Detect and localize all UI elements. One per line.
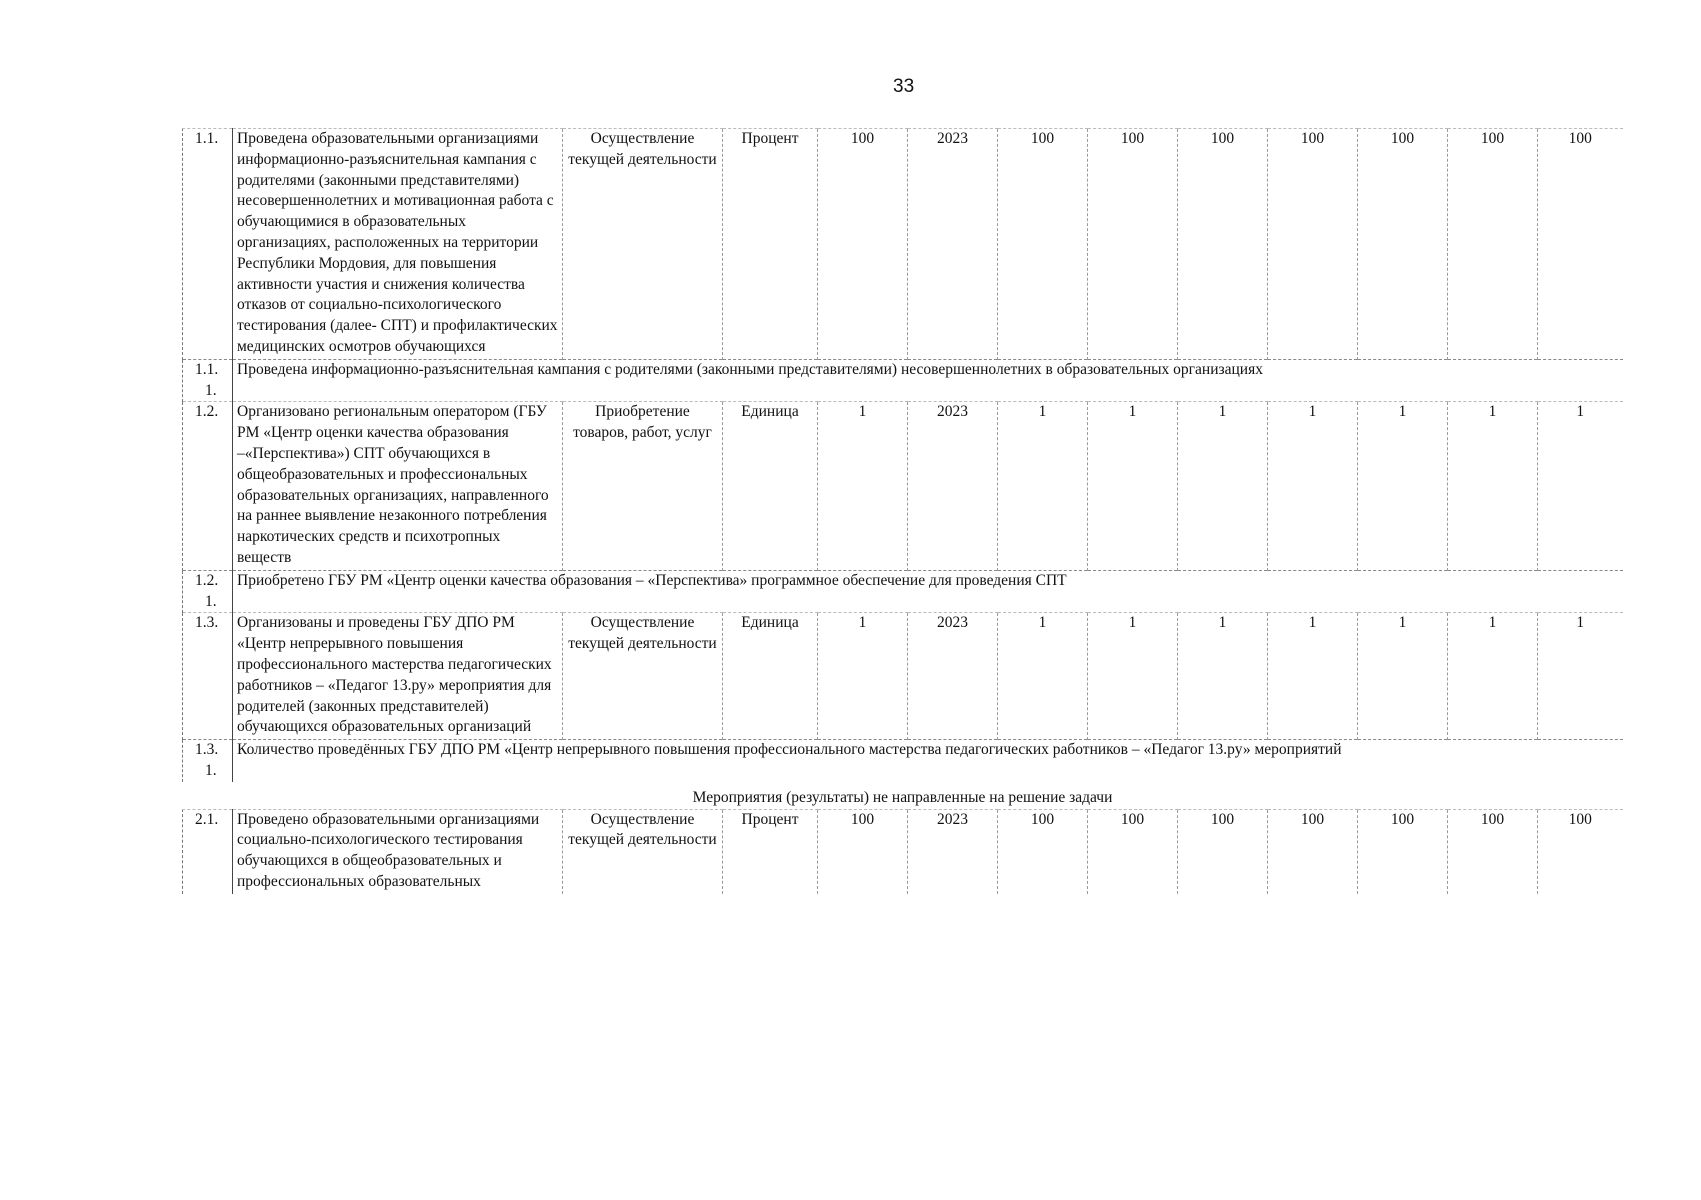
year-value: 100 bbox=[998, 129, 1088, 360]
year-value: 1 bbox=[998, 613, 1088, 740]
year-value: 1 bbox=[1268, 402, 1358, 570]
base-value: 1 bbox=[818, 402, 908, 570]
unit: Процент bbox=[723, 809, 818, 894]
year-value: 100 bbox=[1448, 809, 1538, 894]
section-heading-row bbox=[183, 782, 1623, 809]
results-table bbox=[182, 128, 1623, 894]
result-name: Организованы и проведены ГБУ ДПО РМ «Центр непрерывного повышения профессионального мастерства педагогических работников – «Педагог 13.ру» мероприятия для родителей (законных представителей) обучающихся образовательных организаций bbox=[233, 613, 563, 740]
subrow-text: Приобретено ГБУ РМ «Центр оценки качества образования – «Перспектива» программное обеспечение для проведения СПТ bbox=[233, 570, 1623, 613]
page-number: 33 bbox=[893, 76, 915, 97]
year-value: 100 bbox=[1538, 809, 1623, 894]
base-year: 2023 bbox=[908, 613, 998, 740]
table-subrow bbox=[183, 740, 1623, 782]
year-value: 1 bbox=[1448, 613, 1538, 740]
year-value: 100 bbox=[1088, 809, 1178, 894]
table-subrow bbox=[183, 570, 1623, 613]
year-value: 1 bbox=[1358, 402, 1448, 570]
year-value: 100 bbox=[1178, 809, 1268, 894]
table-subrow bbox=[183, 359, 1623, 402]
year-value: 100 bbox=[1268, 129, 1358, 360]
year-value: 100 bbox=[1178, 129, 1268, 360]
year-value: 1 bbox=[1088, 613, 1178, 740]
base-value: 100 bbox=[818, 129, 908, 360]
year-value: 100 bbox=[1358, 809, 1448, 894]
subrow-number-b: 1. bbox=[205, 592, 217, 610]
table-row bbox=[183, 402, 1623, 570]
result-name: Проведена образовательными организациями информационно-разъяснительная кампания с родителями (законными представителями) несовершеннолетних и мотивационная работа с обучающимися в образовательных организациях, расположенных на территории Республики Мордовия, для повышения активности участия и снижения количества отказов от социально-психологического тестирования (далее- СПТ) и профилактических медицинских осмотров обучающихся bbox=[233, 129, 563, 360]
year-value: 1 bbox=[1178, 613, 1268, 740]
subrow-number-b: 1. bbox=[205, 761, 217, 779]
table-row bbox=[183, 129, 1623, 360]
row-number: 1.3. bbox=[183, 613, 233, 740]
subrow-number-b: 1. bbox=[205, 381, 217, 399]
year-value: 100 bbox=[998, 809, 1088, 894]
year-value: 1 bbox=[998, 402, 1088, 570]
year-value: 1 bbox=[1268, 613, 1358, 740]
year-value: 1 bbox=[1358, 613, 1448, 740]
year-value: 100 bbox=[1088, 129, 1178, 360]
year-value: 1 bbox=[1088, 402, 1178, 570]
base-year: 2023 bbox=[908, 402, 998, 570]
subrow-number bbox=[183, 359, 233, 402]
subrow-number-a: 1.2. bbox=[195, 571, 219, 589]
section-heading: Мероприятия (результаты) не направленные на решение задачи bbox=[692, 788, 1113, 806]
row-number: 2.1. bbox=[183, 809, 233, 894]
subrow-text: Количество проведённых ГБУ ДПО РМ «Центр непрерывного повышения профессионального мастерства педагогических работников – «Педагог 13.ру» мероприятий bbox=[233, 740, 1623, 782]
year-value: 1 bbox=[1538, 613, 1623, 740]
year-value: 100 bbox=[1448, 129, 1538, 360]
result-type: Осуществление текущей деятельности bbox=[563, 129, 723, 360]
year-value: 1 bbox=[1538, 402, 1623, 570]
result-type: Приобретение товаров, работ, услуг bbox=[563, 402, 723, 570]
subrow-text: Проведена информационно-разъяснительная кампания с родителями (законными представителями) несовершеннолетних в образовательных организациях bbox=[233, 359, 1623, 402]
year-value: 100 bbox=[1538, 129, 1623, 360]
unit: Процент bbox=[723, 129, 818, 360]
unit: Единица bbox=[723, 402, 818, 570]
subrow-number bbox=[183, 740, 233, 782]
row-number: 1.2. bbox=[183, 402, 233, 570]
year-value: 100 bbox=[1358, 129, 1448, 360]
year-value: 100 bbox=[1268, 809, 1358, 894]
unit: Единица bbox=[723, 613, 818, 740]
subrow-number-a: 1.3. bbox=[195, 741, 219, 759]
result-name: Проведено образовательными организациями социально-психологического тестирования обучающихся в общеобразовательных и профессиональных образовательных bbox=[233, 809, 563, 894]
base-year: 2023 bbox=[908, 809, 998, 894]
base-value: 1 bbox=[818, 613, 908, 740]
base-value: 100 bbox=[818, 809, 908, 894]
table-row bbox=[183, 613, 1623, 740]
year-value: 1 bbox=[1178, 402, 1268, 570]
table-row bbox=[183, 809, 1623, 894]
subrow-number-a: 1.1. bbox=[195, 360, 219, 378]
subrow-number bbox=[183, 570, 233, 613]
result-type: Осуществление текущей деятельности bbox=[563, 809, 723, 894]
result-type: Осуществление текущей деятельности bbox=[563, 613, 723, 740]
year-value: 1 bbox=[1448, 402, 1538, 570]
result-name: Организовано региональным оператором (ГБУ РМ «Центр оценки качества образования –«Перспектива») СПТ обучающихся в общеобразовательных и профессиональных образовательных организациях, направленного на раннее выявление незаконного потребления наркотических средств и психотропных веществ bbox=[233, 402, 563, 570]
row-number: 1.1. bbox=[183, 129, 233, 360]
base-year: 2023 bbox=[908, 129, 998, 360]
